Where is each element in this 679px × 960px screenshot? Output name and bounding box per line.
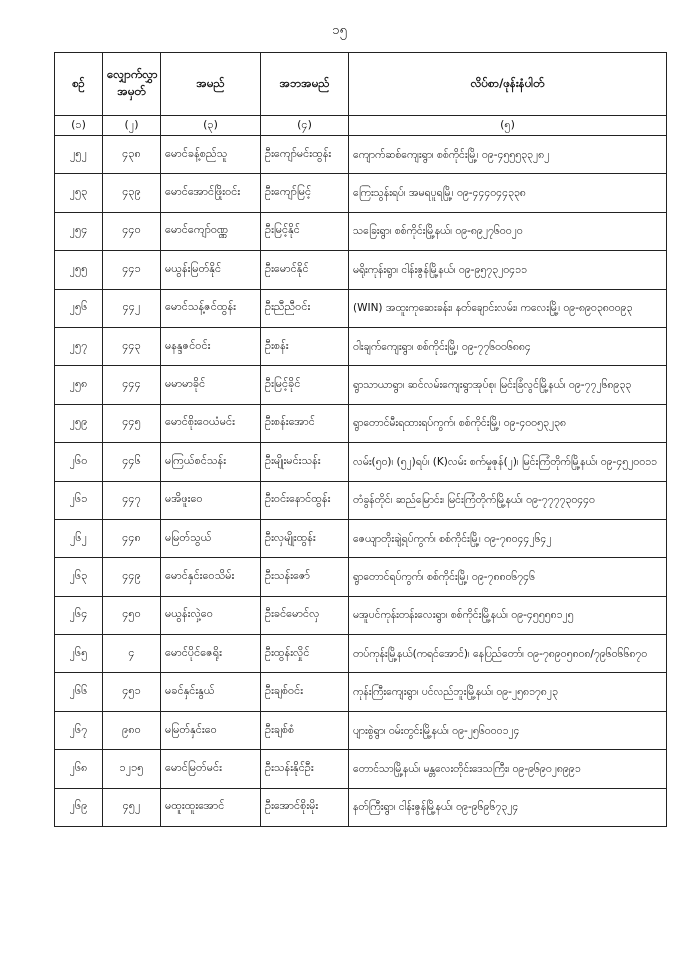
table-row — [55, 673, 667, 711]
father-name-cell: ဦးမျိုးမင်းသန်း — [261, 443, 349, 481]
address-cell: ကျောက်ဆစ်ကျေးရွာ၊ စစ်ကိုင်းမြို့၊ ၀၉-၄၅၅၅၃၃၂၈၂ — [349, 136, 667, 174]
father-name-cell: ဦးခင်မောင်လှ — [261, 596, 349, 634]
application-no-cell: ၄၄၉ — [103, 558, 161, 596]
address-cell: ဝါးချက်ကျေးရွာ၊ စစ်ကိုင်းမြို့၊ ၀၉-၇၇၆၀၀၆၈၈၄ — [349, 327, 667, 365]
header-row — [55, 53, 667, 116]
address-cell: တံခွန်တိုင်၊ ဆည်မြောင်း၊ မြင်းကြံတိုက်မြို့နယ်၊ ၀၉-၇၇၇၇၃၀၄၄၀ — [349, 481, 667, 519]
address-cell: ရွာတောင်ရပ်ကွက်၊ စစ်ကိုင်းမြို့၊ ၀၉-၇၈၈၀၆၇၄၆ — [349, 558, 667, 596]
column-index: (၂) — [103, 116, 161, 136]
name-cell: မမာမာခိုင် — [161, 366, 261, 404]
table-row — [55, 750, 667, 788]
column-index: (၄) — [261, 116, 349, 136]
address-cell: မရိုးကုန်းရွာ၊ ငါန်းဇွန်မြို့နယ်၊ ၀၉-၉၅၇၃၂၀၄၁၁ — [349, 251, 667, 289]
table-row — [55, 596, 667, 634]
table-row — [55, 174, 667, 212]
table-row — [55, 519, 667, 557]
table-row — [55, 711, 667, 749]
applicant-table — [54, 52, 667, 827]
name-cell: မကြယ်စင်သန်း — [161, 443, 261, 481]
serial-cell: ၂၅၄ — [55, 212, 103, 250]
father-name-cell: ဦးစန်းအောင် — [261, 404, 349, 442]
header-application-no: လျှောက်လွှာ အမှတ် — [103, 53, 161, 116]
application-no-cell: ၄၄၁ — [103, 251, 161, 289]
column-index: (၁) — [55, 116, 103, 136]
serial-cell: ၂၆၉ — [55, 788, 103, 826]
address-cell: လမ်း(၅၀)၊ (၅၂)ရပ်၊ (K)လမ်း စက်မှုဇုန်(၂)၊ မြင်းကြံတိုက်မြို့နယ်၊ ၀၉-၄၅၂၀၀၁၁ — [349, 443, 667, 481]
header-address-phone: လိပ်စာ/ဖုန်းနံပါတ် — [349, 53, 667, 116]
table-row — [55, 212, 667, 250]
father-name-cell: ဦးထွန်းလှိုင် — [261, 635, 349, 673]
header-name: အမည် — [161, 53, 261, 116]
serial-cell: ၂၅၇ — [55, 327, 103, 365]
header-father-name: အဘအမည် — [261, 53, 349, 116]
application-no-cell: ၁၂၁၅ — [103, 750, 161, 788]
address-cell: ကုန်းကြီးကျေးရွာ၊ ပင်လည်ဘူးမြို့နယ်၊ ၀၉-၂၅၈၁၇၈၂၃ — [349, 673, 667, 711]
name-cell: မယွန်းမြတ်နိုင် — [161, 251, 261, 289]
address-cell: တပ်ကုန်းမြို့နယ်(ကရင်အောင်)၊ နေပြည်တော်၊ ၀၉-၇၈၉၀၅၈၀၈/၇၉၆၀၆၆၈၇၀ — [349, 635, 667, 673]
table-row — [55, 481, 667, 519]
table-row — [55, 136, 667, 174]
application-no-cell: ၄၄၈ — [103, 519, 161, 557]
serial-cell: ၂၆၅ — [55, 635, 103, 673]
address-cell: နတ်ကြီးရွာ၊ ငါန်းဇွန်မြို့နယ်၊ ၀၉-၉၆၉၆၇၃၂၄ — [349, 788, 667, 826]
name-cell: မထူးထူးအောင် — [161, 788, 261, 826]
name-cell: မောင်နှင်းဝေသိမ်း — [161, 558, 261, 596]
table-row — [55, 788, 667, 826]
serial-cell: ၂၆၇ — [55, 711, 103, 749]
name-cell: မနန္ဒဇင်ဝင်း — [161, 327, 261, 365]
address-cell: သခြေးရွာ၊ စစ်ကိုင်းမြို့နယ်၊ ၀၉-၈၉၂၇၆၀၀၂၀ — [349, 212, 667, 250]
father-name-cell: ဦးမောင်နိုင် — [261, 251, 349, 289]
father-name-cell: ဦးဝင်းနောင်ထွန်း — [261, 481, 349, 519]
father-name-cell: ဦးစန်း — [261, 327, 349, 365]
father-name-cell: ဦးချစ်ဝင်း — [261, 673, 349, 711]
application-no-cell: ၄၄၃ — [103, 327, 161, 365]
table-row — [55, 366, 667, 404]
serial-cell: ၂၅၂ — [55, 136, 103, 174]
father-name-cell: ဦးမြင့်နိုင် — [261, 212, 349, 250]
name-cell: မအိဖူးဝေ — [161, 481, 261, 519]
application-no-cell: ၄၅၁ — [103, 673, 161, 711]
name-cell: မခင်နှင်းနွယ် — [161, 673, 261, 711]
name-cell: မောင်သန့်ဇင်ထွန်း — [161, 289, 261, 327]
father-name-cell: ဦးချစ်စံ — [261, 711, 349, 749]
father-name-cell: ဦးကျော်မြင့် — [261, 174, 349, 212]
header-serial: စဥ် — [55, 53, 103, 116]
application-no-cell: ၄၅၂ — [103, 788, 161, 826]
application-no-cell: ၄၄၂ — [103, 289, 161, 327]
name-cell: မမြတ်နှင်းဝေ — [161, 711, 261, 749]
serial-cell: ၂၅၈ — [55, 366, 103, 404]
address-cell: ဇေယျာတိုးချဲ့ရပ်ကွက်၊ စစ်ကိုင်းမြို့၊ ၀၉-၇၈၀၄၄၂၆၄၂ — [349, 519, 667, 557]
table-row — [55, 558, 667, 596]
serial-cell: ၂၅၆ — [55, 289, 103, 327]
application-no-cell: ၉၈၀ — [103, 711, 161, 749]
serial-cell: ၂၆၂ — [55, 519, 103, 557]
application-no-cell: ၄၄၇ — [103, 481, 161, 519]
serial-cell: ၂၆၆ — [55, 673, 103, 711]
application-no-cell: ၄၃၉ — [103, 174, 161, 212]
serial-cell: ၂၅၉ — [55, 404, 103, 442]
serial-cell: ၂၆၈ — [55, 750, 103, 788]
application-no-cell: ၄၄၄ — [103, 366, 161, 404]
father-name-cell: ဦးလှမျိုးထွန်း — [261, 519, 349, 557]
column-index-row — [55, 116, 667, 136]
column-index: (၅) — [349, 116, 667, 136]
address-cell: ပျားစွဲရွာ၊ ဝမ်းတွင်းမြို့နယ်၊ ၀၉-၂၅၆၀၀၀၁၂၄ — [349, 711, 667, 749]
father-name-cell: ဦးညီညီဝင်း — [261, 289, 349, 327]
page-number: ၁၅ — [332, 23, 347, 38]
serial-cell: ၂၅၃ — [55, 174, 103, 212]
address-cell: ရွာတောင်မီးရထားရပ်ကွက်၊ စစ်ကိုင်းမြို့၊ ၀၉-၄၀၀၅၃၂၃၈ — [349, 404, 667, 442]
application-no-cell: ၄၄၆ — [103, 443, 161, 481]
table-row — [55, 635, 667, 673]
serial-cell: ၂၆၄ — [55, 596, 103, 634]
table-row — [55, 289, 667, 327]
address-cell: မအူပင်ကုန်းတန်းလေးရွာ၊ စစ်ကိုင်းမြို့နယ်၊ ၀၉-၄၅၅၅၈၁၂၅ — [349, 596, 667, 634]
name-cell: မောင်ပိုင်ဇေရိုး — [161, 635, 261, 673]
serial-cell: ၂၆၁ — [55, 481, 103, 519]
father-name-cell: ဦးကျော်မင်းထွန်း — [261, 136, 349, 174]
name-cell: မယွန်းလှဲ့ဝေ — [161, 596, 261, 634]
serial-cell: ၂၅၅ — [55, 251, 103, 289]
address-cell: တောင်သာမြို့နယ်၊ မန္တလေးတိုင်းဒေသကြီး၊ ၀၉-၉၆၉၀၂၈၉၉၁ — [349, 750, 667, 788]
father-name-cell: ဦးသန်းနိုင်ဦး — [261, 750, 349, 788]
table-row — [55, 327, 667, 365]
application-no-cell: ၄ — [103, 635, 161, 673]
name-cell: မောင်ကျော်ဝဏ္ဏ — [161, 212, 261, 250]
address-cell: ကြေးသွန်းရပ်၊ အမရပူရမြို့၊ ၀၉-၄၄၄၀၄၄၃၃၈ — [349, 174, 667, 212]
father-name-cell: ဦးမြင့်ခိုင် — [261, 366, 349, 404]
father-name-cell: ဦးသန်းဇော် — [261, 558, 349, 596]
table-row — [55, 443, 667, 481]
application-no-cell: ၄၄၅ — [103, 404, 161, 442]
application-no-cell: ၄၅၀ — [103, 596, 161, 634]
table-row — [55, 404, 667, 442]
column-index: (၃) — [161, 116, 261, 136]
name-cell: မမြတ်သွယ် — [161, 519, 261, 557]
name-cell: မောင်မြတ်မင်း — [161, 750, 261, 788]
name-cell: မောင်စိုးဝေယံမင်း — [161, 404, 261, 442]
application-no-cell: ၄၃၈ — [103, 136, 161, 174]
address-cell: ရွာသာယာရွာ၊ ဆင်လမ်းကျေးရွာအုပ်စု၊ မြင်းခြံလွင်မြို့နယ်၊ ၀၉-၇၇၂၆၈၉၃၃ — [349, 366, 667, 404]
address-cell: (WIN) အထူးကုဆေးခန်း၊ နတ်ချောင်းလမ်း၊ ကလေးမြို့၊ ၀၉-၈၉၀၃၈၀၀၉၃ — [349, 289, 667, 327]
table-row — [55, 251, 667, 289]
father-name-cell: ဦးအောင်စိုးမိုး — [261, 788, 349, 826]
application-no-cell: ၄၄၀ — [103, 212, 161, 250]
name-cell: မောင်ခန့်စည်သူ — [161, 136, 261, 174]
serial-cell: ၂၆၃ — [55, 558, 103, 596]
serial-cell: ၂၆၀ — [55, 443, 103, 481]
name-cell: မောင်အောင်ဖြိုးဝင်း — [161, 174, 261, 212]
